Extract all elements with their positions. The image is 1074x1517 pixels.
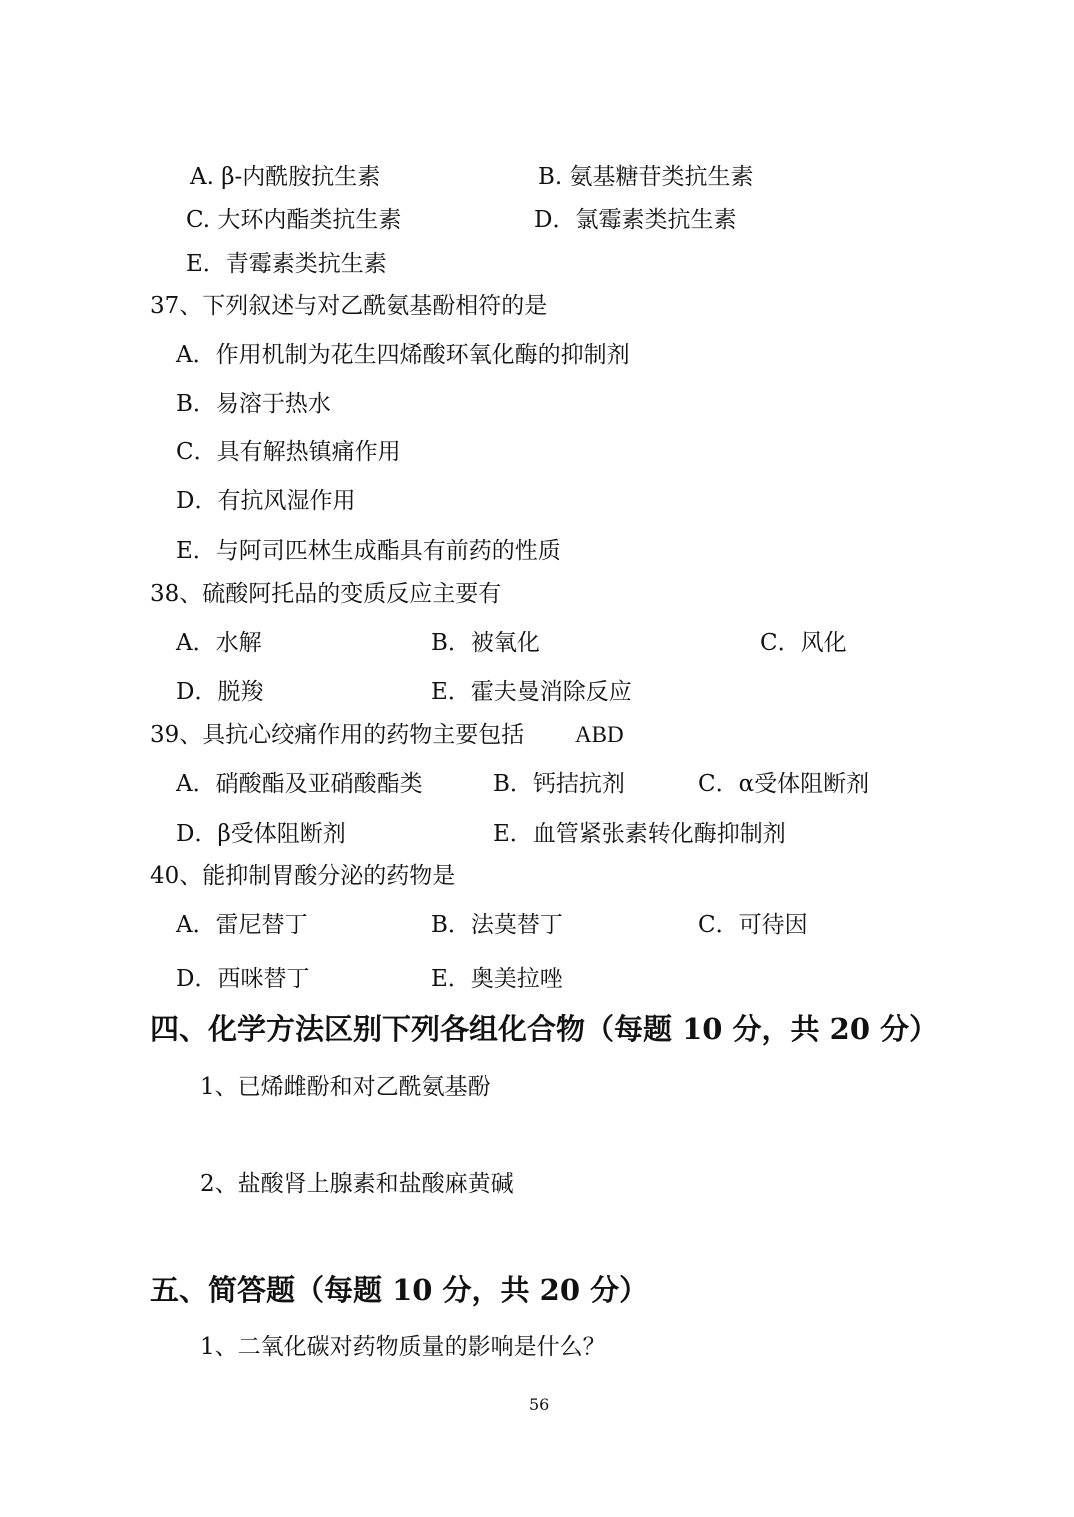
section4-item-1: 1、已烯雌酚和对乙酰氨基酚 xyxy=(200,1074,491,1100)
section5-heading: 五、简答题（每题 10 分，共 20 分） xyxy=(150,1273,649,1307)
q40-option-e: E．奥美拉唑 xyxy=(431,966,563,992)
q38-option-c: C．风化 xyxy=(760,630,847,656)
q37-stem: 37、下列叙述与对乙酰氨基酚相符的是 xyxy=(150,293,548,319)
section4-item-2: 2、盐酸肾上腺素和盐酸麻黄碱 xyxy=(200,1171,514,1197)
q40-option-b: B．法莫替丁 xyxy=(431,912,563,938)
q36-option-b: B. 氨基糖苷类抗生素 xyxy=(538,164,754,190)
section5-item-1: 1、二氧化碳对药物质量的影响是什么？ xyxy=(200,1334,606,1360)
q39-option-e: E．血管紧张素转化酶抑制剂 xyxy=(493,821,786,847)
q39-stem: 39、具抗心绞痛作用的药物主要包括 xyxy=(150,722,525,748)
q36-option-d: D．氯霉素类抗生素 xyxy=(534,207,737,233)
section4-heading: 四、化学方法区别下列各组化合物（每题 10 分，共 20 分） xyxy=(150,1012,939,1046)
q37-option-c: C．具有解热镇痛作用 xyxy=(176,439,401,465)
q36-option-a: A. β-内酰胺抗生素 xyxy=(190,164,381,190)
q37-option-a: A．作用机制为花生四烯酸环氧化酶的抑制剂 xyxy=(176,342,630,368)
q40-option-d: D．西咪替丁 xyxy=(176,966,310,992)
q38-option-a: A．水解 xyxy=(176,630,262,656)
q40-option-a: A．雷尼替丁 xyxy=(176,912,308,938)
q37-option-d: D．有抗风湿作用 xyxy=(176,488,356,514)
q40-stem: 40、能抑制胃酸分泌的药物是 xyxy=(150,863,456,889)
page-number: 56 xyxy=(529,1395,550,1414)
q39-option-a: A．硝酸酯及亚硝酸酯类 xyxy=(176,771,423,797)
q38-option-e: E．霍夫曼消除反应 xyxy=(431,679,632,705)
q36-option-c: C. 大环内酯类抗生素 xyxy=(186,207,402,233)
q37-option-e: E．与阿司匹林生成酯具有前药的性质 xyxy=(176,538,561,564)
q38-option-b: B．被氧化 xyxy=(431,630,540,656)
q39-option-c: C．α受体阻断剂 xyxy=(698,771,870,797)
q36-option-e: E．青霉素类抗生素 xyxy=(186,251,387,277)
q40-option-c: C．可待因 xyxy=(698,912,808,938)
q38-option-d: D．脱羧 xyxy=(176,679,264,705)
q39-answer: ABD xyxy=(575,722,624,747)
q37-option-b: B．易溶于热水 xyxy=(176,391,331,417)
q38-stem: 38、硫酸阿托品的变质反应主要有 xyxy=(150,581,502,607)
q39-option-b: B．钙拮抗剂 xyxy=(493,771,625,797)
q39-option-d: D．β受体阻断剂 xyxy=(176,821,346,847)
